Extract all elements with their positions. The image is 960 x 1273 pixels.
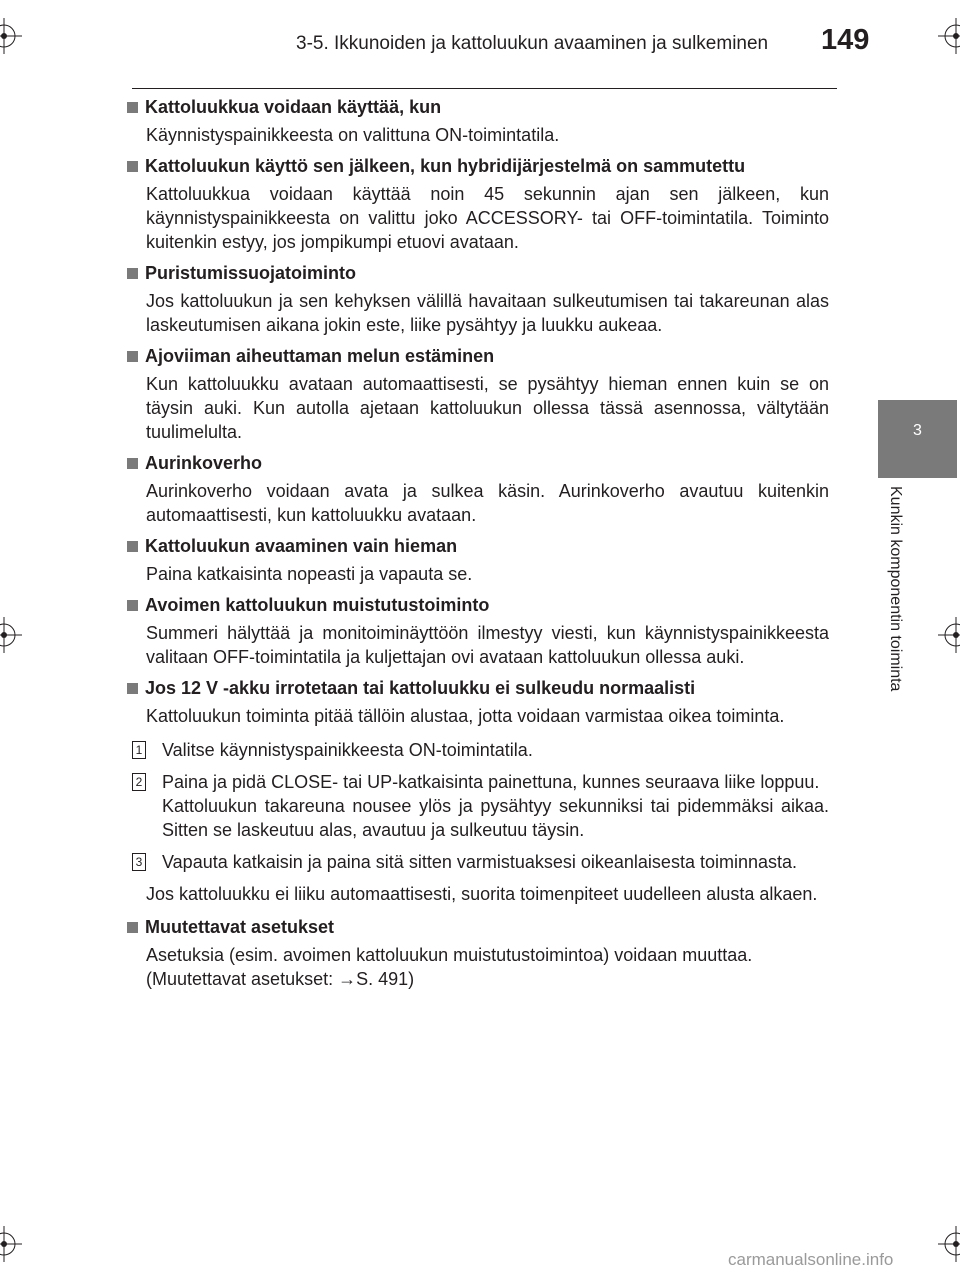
section-title: Kattoluukkua voidaan käyttää, kun bbox=[127, 96, 829, 119]
section bbox=[127, 262, 829, 337]
section-body: Asetuksia (esim. avoimen kattoluukun muistutustoimintoa) voidaan muuttaa. (Muutettavat asetukset: →S. 491) bbox=[146, 943, 829, 991]
section bbox=[127, 535, 829, 586]
registration-mark-icon bbox=[938, 617, 960, 653]
step-number: 2 bbox=[132, 773, 146, 791]
section bbox=[127, 594, 829, 669]
step-item bbox=[132, 770, 829, 842]
registration-mark-icon bbox=[0, 18, 22, 54]
section-title: Ajoviiman aiheuttaman melun estäminen bbox=[127, 345, 829, 368]
section-body: Käynnistyspainikkeesta on valittuna ON-toimintatila. bbox=[146, 125, 560, 145]
page-number: 149 bbox=[821, 24, 870, 56]
step-text: Valitse käynnistyspainikkeesta ON-toimintatila. bbox=[162, 740, 533, 760]
section-title: Aurinkoverho bbox=[127, 452, 829, 475]
registration-mark-icon bbox=[938, 1226, 960, 1262]
chapter-label bbox=[878, 486, 918, 756]
section-body: Kun kattoluukku avataan automaattisesti, se pysähtyy hieman ennen kuin se on täysin auki. Kun autolla ajetaan kattoluukun ollessa tässä asennossa, vältytään tuulimelulta. bbox=[146, 374, 829, 442]
section-body: Kattoluukun toiminta pitää tällöin alustaa, jotta voidaan varmistaa oikea toiminta. bbox=[146, 706, 785, 726]
square-bullet-icon bbox=[127, 922, 138, 933]
square-bullet-icon bbox=[127, 541, 138, 552]
chapter-tab bbox=[878, 400, 957, 478]
step-text: Paina ja pidä CLOSE- tai UP-katkaisinta painettuna, kunnes seuraava liike loppuu. Kattoluukun takareuna nousee ylös ja pysähtyy sekunniksi tai pidemmäksi aikaa. Sitten se laskeutuu alas, avautuu ja sulkeutuu täysin. bbox=[162, 772, 829, 840]
section-note: Jos kattoluukku ei liiku automaattisesti, suorita toimenpiteet uudelleen alusta alkaen. bbox=[146, 884, 818, 904]
header-divider bbox=[132, 88, 837, 89]
square-bullet-icon bbox=[127, 161, 138, 172]
page-content bbox=[127, 96, 829, 999]
section-title: Puristumissuojatoiminto bbox=[127, 262, 829, 285]
square-bullet-icon bbox=[127, 268, 138, 279]
square-bullet-icon bbox=[127, 351, 138, 362]
section-title: Avoimen kattoluukun muistutustoiminto bbox=[127, 594, 829, 617]
section bbox=[127, 155, 829, 254]
square-bullet-icon bbox=[127, 102, 138, 113]
watermark[interactable]: carmanualsonline.info bbox=[728, 1250, 894, 1269]
section-body: Aurinkoverho voidaan avata ja sulkea käsin. Aurinkoverho avautuu kuitenkin automaattisesti, kun kattoluukku avataan. bbox=[146, 481, 829, 525]
section-title: Kattoluukun avaaminen vain hieman bbox=[127, 535, 829, 558]
section bbox=[127, 677, 829, 906]
square-bullet-icon bbox=[127, 683, 138, 694]
section bbox=[127, 916, 829, 991]
square-bullet-icon bbox=[127, 600, 138, 611]
registration-mark-icon bbox=[0, 1226, 22, 1262]
section-title: Muutettavat asetukset bbox=[127, 916, 829, 939]
step-number: 1 bbox=[132, 741, 146, 759]
section bbox=[127, 96, 829, 147]
section-body: Jos kattoluukun ja sen kehyksen välillä havaitaan sulkeutumisen tai takareunan alas laskeutumisen aikana jokin este, liike pysähtyy ja luukku aukeaa. bbox=[146, 291, 829, 335]
section-title: Jos 12 V -akku irrotetaan tai kattoluukku ei sulkeudu normaalisti bbox=[127, 677, 829, 700]
step-list bbox=[132, 738, 829, 874]
registration-mark-icon bbox=[938, 18, 960, 54]
step-item bbox=[132, 850, 829, 874]
step-item bbox=[132, 738, 829, 762]
section-body: Kattoluukkua voidaan käyttää noin 45 sekunnin ajan sen jälkeen, kun käynnistyspainikkeesta on valittu joko ACCESSORY- tai OFF-toimintatila. Toiminto kuitenkin estyy, jos jompikumpi etuovi avataan. bbox=[146, 184, 829, 252]
step-number: 3 bbox=[132, 853, 146, 871]
section bbox=[127, 452, 829, 527]
registration-mark-icon bbox=[0, 617, 22, 653]
running-header: 3-5. Ikkunoiden ja kattoluukun avaaminen ja sulkeminen bbox=[296, 33, 769, 54]
section-body: Paina katkaisinta nopeasti ja vapauta se. bbox=[146, 564, 473, 584]
step-text: Vapauta katkaisin ja paina sitä sitten varmistuaksesi oikeanlaisesta toiminnasta. bbox=[162, 852, 798, 872]
section bbox=[127, 345, 829, 444]
chapter-label-text: Kunkin komponentin toiminta bbox=[887, 486, 904, 692]
page-reference-link[interactable]: (Muutettavat asetukset: →S. 491) bbox=[146, 969, 415, 989]
chapter-number: 3 bbox=[913, 422, 922, 439]
section-body: Summeri hälyttää ja monitoiminäyttöön ilmestyy viesti, kun käynnistyspainikkeesta valitaan OFF-toimintatila ja kuljettajan ovi avataan kattoluukun ollessa auki. bbox=[146, 623, 829, 667]
square-bullet-icon bbox=[127, 458, 138, 469]
section-title: Kattoluukun käyttö sen jälkeen, kun hybridijärjestelmä on sammutettu bbox=[127, 155, 829, 178]
